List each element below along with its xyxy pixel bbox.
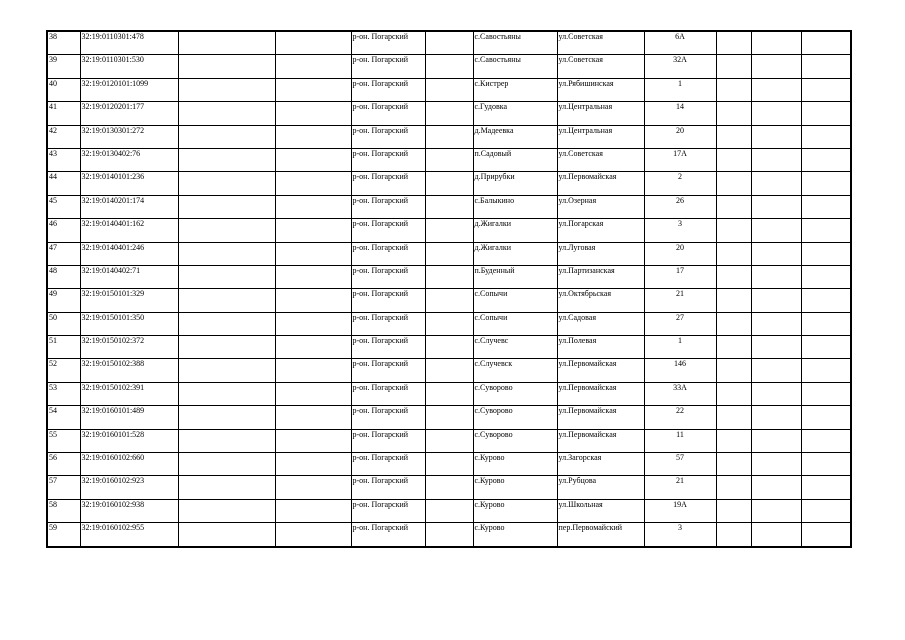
empty-cell [751, 55, 801, 78]
row-number-cell: 44 [47, 172, 80, 195]
empty-cell [275, 476, 351, 499]
empty-cell [716, 125, 751, 148]
empty-cell [801, 499, 851, 522]
empty-cell [801, 336, 851, 359]
empty-cell [425, 289, 473, 312]
house-number-cell: 32А [644, 55, 716, 78]
house-number-cell: 33А [644, 382, 716, 405]
empty-cell [425, 102, 473, 125]
empty-cell [178, 219, 275, 242]
empty-cell [275, 102, 351, 125]
locality-cell: с.Суворово [473, 406, 557, 429]
row-number-cell: 58 [47, 499, 80, 522]
empty-cell [751, 499, 801, 522]
empty-cell [275, 78, 351, 101]
row-number-cell: 47 [47, 242, 80, 265]
registry-body [47, 31, 851, 547]
empty-cell [716, 78, 751, 101]
locality-cell: с.Случевс [473, 336, 557, 359]
empty-cell [425, 359, 473, 382]
empty-cell [716, 476, 751, 499]
table-row [47, 359, 851, 382]
street-cell: ул.Центральная [557, 102, 644, 125]
empty-cell [275, 55, 351, 78]
table-row [47, 265, 851, 288]
empty-cell [751, 476, 801, 499]
empty-cell [751, 359, 801, 382]
row-number-cell: 38 [47, 31, 80, 55]
row-number-cell: 43 [47, 148, 80, 171]
street-cell: ул.Советская [557, 31, 644, 55]
empty-cell [801, 31, 851, 55]
empty-cell [801, 219, 851, 242]
empty-cell [275, 499, 351, 522]
empty-cell [751, 219, 801, 242]
empty-cell [801, 382, 851, 405]
empty-cell [178, 31, 275, 55]
empty-cell [275, 31, 351, 55]
cadastral-number-cell: 32:19:0150102:388 [80, 359, 178, 382]
empty-cell [275, 195, 351, 218]
cadastral-number-cell: 32:19:0110301:530 [80, 55, 178, 78]
house-number-cell: 17 [644, 265, 716, 288]
empty-cell [275, 265, 351, 288]
empty-cell [275, 148, 351, 171]
empty-cell [275, 453, 351, 476]
empty-cell [716, 31, 751, 55]
district-cell: р-он. Погарский [351, 336, 425, 359]
table-row [47, 429, 851, 452]
street-cell: ул.Рябишинская [557, 78, 644, 101]
empty-cell [801, 476, 851, 499]
empty-cell [275, 219, 351, 242]
house-number-cell: 20 [644, 125, 716, 148]
empty-cell [178, 359, 275, 382]
locality-cell: с.Кистрер [473, 78, 557, 101]
empty-cell [801, 102, 851, 125]
house-number-cell: 17А [644, 148, 716, 171]
empty-cell [751, 336, 801, 359]
street-cell: ул.Центральная [557, 125, 644, 148]
empty-cell [425, 172, 473, 195]
locality-cell: с.Курово [473, 523, 557, 547]
row-number-cell: 49 [47, 289, 80, 312]
empty-cell [751, 523, 801, 547]
street-cell: ул.Погарская [557, 219, 644, 242]
empty-cell [751, 242, 801, 265]
empty-cell [716, 429, 751, 452]
house-number-cell: 21 [644, 289, 716, 312]
row-number-cell: 48 [47, 265, 80, 288]
row-number-cell: 50 [47, 312, 80, 335]
house-number-cell: 1 [644, 336, 716, 359]
district-cell: р-он. Погарский [351, 242, 425, 265]
table-row [47, 102, 851, 125]
district-cell: р-он. Погарский [351, 289, 425, 312]
district-cell: р-он. Погарский [351, 312, 425, 335]
empty-cell [178, 78, 275, 101]
empty-cell [178, 195, 275, 218]
house-number-cell: 3 [644, 523, 716, 547]
empty-cell [751, 102, 801, 125]
property-registry-table [46, 30, 852, 548]
empty-cell [716, 265, 751, 288]
district-cell: р-он. Погарский [351, 406, 425, 429]
district-cell: р-он. Погарский [351, 125, 425, 148]
row-number-cell: 39 [47, 55, 80, 78]
empty-cell [801, 359, 851, 382]
empty-cell [178, 406, 275, 429]
empty-cell [801, 523, 851, 547]
locality-cell: д.Жигалки [473, 242, 557, 265]
table-row [47, 31, 851, 55]
empty-cell [178, 523, 275, 547]
row-number-cell: 59 [47, 523, 80, 547]
empty-cell [716, 102, 751, 125]
empty-cell [751, 429, 801, 452]
locality-cell: с.Курово [473, 499, 557, 522]
empty-cell [425, 406, 473, 429]
empty-cell [178, 429, 275, 452]
empty-cell [275, 382, 351, 405]
cadastral-number-cell: 32:19:0130301:272 [80, 125, 178, 148]
empty-cell [275, 336, 351, 359]
empty-cell [716, 172, 751, 195]
house-number-cell: 2 [644, 172, 716, 195]
empty-cell [178, 125, 275, 148]
row-number-cell: 56 [47, 453, 80, 476]
empty-cell [751, 78, 801, 101]
table-row [47, 476, 851, 499]
cadastral-number-cell: 32:19:0120101:1099 [80, 78, 178, 101]
empty-cell [275, 359, 351, 382]
empty-cell [716, 289, 751, 312]
empty-cell [178, 499, 275, 522]
house-number-cell: 1 [644, 78, 716, 101]
row-number-cell: 41 [47, 102, 80, 125]
empty-cell [178, 476, 275, 499]
empty-cell [801, 312, 851, 335]
district-cell: р-он. Погарский [351, 265, 425, 288]
empty-cell [716, 312, 751, 335]
table-row [47, 242, 851, 265]
locality-cell: д.Прирубки [473, 172, 557, 195]
empty-cell [178, 265, 275, 288]
street-cell: ул.Октябрьская [557, 289, 644, 312]
empty-cell [178, 148, 275, 171]
house-number-cell: 6А [644, 31, 716, 55]
empty-cell [716, 453, 751, 476]
empty-cell [716, 148, 751, 171]
empty-cell [751, 312, 801, 335]
street-cell: ул.Первомайская [557, 382, 644, 405]
cadastral-number-cell: 32:19:0160102:923 [80, 476, 178, 499]
empty-cell [801, 453, 851, 476]
table-row [47, 172, 851, 195]
street-cell: ул.Советская [557, 55, 644, 78]
empty-cell [425, 429, 473, 452]
empty-cell [751, 382, 801, 405]
cadastral-number-cell: 32:19:0120201:177 [80, 102, 178, 125]
locality-cell: с.Сопычи [473, 289, 557, 312]
empty-cell [178, 242, 275, 265]
empty-cell [751, 31, 801, 55]
empty-cell [716, 195, 751, 218]
empty-cell [751, 265, 801, 288]
empty-cell [425, 55, 473, 78]
empty-cell [275, 289, 351, 312]
district-cell: р-он. Погарский [351, 219, 425, 242]
house-number-cell: 57 [644, 453, 716, 476]
table-row [47, 125, 851, 148]
district-cell: р-он. Погарский [351, 148, 425, 171]
cadastral-number-cell: 32:19:0160102:955 [80, 523, 178, 547]
table-row [47, 312, 851, 335]
empty-cell [801, 289, 851, 312]
cadastral-number-cell: 32:19:0150102:372 [80, 336, 178, 359]
cadastral-number-cell: 32:19:0160101:528 [80, 429, 178, 452]
district-cell: р-он. Погарский [351, 453, 425, 476]
cadastral-number-cell: 32:19:0150101:329 [80, 289, 178, 312]
row-number-cell: 54 [47, 406, 80, 429]
district-cell: р-он. Погарский [351, 55, 425, 78]
street-cell: ул.Луговая [557, 242, 644, 265]
empty-cell [425, 125, 473, 148]
empty-cell [275, 312, 351, 335]
locality-cell: с.Суворово [473, 429, 557, 452]
empty-cell [751, 453, 801, 476]
locality-cell: с.Случевск [473, 359, 557, 382]
empty-cell [178, 382, 275, 405]
locality-cell: с.Курово [473, 476, 557, 499]
empty-cell [801, 125, 851, 148]
row-number-cell: 46 [47, 219, 80, 242]
table-row [47, 406, 851, 429]
district-cell: р-он. Погарский [351, 523, 425, 547]
cadastral-number-cell: 32:19:0150101:350 [80, 312, 178, 335]
empty-cell [178, 55, 275, 78]
street-cell: ул.Школьная [557, 499, 644, 522]
empty-cell [178, 312, 275, 335]
empty-cell [425, 242, 473, 265]
street-cell: ул.Первомайская [557, 172, 644, 195]
locality-cell: с.Гудовка [473, 102, 557, 125]
empty-cell [751, 172, 801, 195]
cadastral-number-cell: 32:19:0160102:660 [80, 453, 178, 476]
empty-cell [716, 523, 751, 547]
district-cell: р-он. Погарский [351, 429, 425, 452]
empty-cell [425, 382, 473, 405]
house-number-cell: 22 [644, 406, 716, 429]
street-cell: пер.Первомайский [557, 523, 644, 547]
empty-cell [275, 429, 351, 452]
empty-cell [178, 289, 275, 312]
cadastral-number-cell: 32:19:0140402:71 [80, 265, 178, 288]
row-number-cell: 42 [47, 125, 80, 148]
row-number-cell: 57 [47, 476, 80, 499]
empty-cell [751, 148, 801, 171]
empty-cell [751, 406, 801, 429]
street-cell: ул.Партизанская [557, 265, 644, 288]
house-number-cell: 11 [644, 429, 716, 452]
table-row [47, 453, 851, 476]
locality-cell: с.Курово [473, 453, 557, 476]
table-row [47, 195, 851, 218]
district-cell: р-он. Погарский [351, 476, 425, 499]
empty-cell [801, 429, 851, 452]
empty-cell [716, 336, 751, 359]
empty-cell [178, 453, 275, 476]
table-row [47, 78, 851, 101]
district-cell: р-он. Погарский [351, 499, 425, 522]
empty-cell [801, 55, 851, 78]
empty-cell [751, 125, 801, 148]
house-number-cell: 3 [644, 219, 716, 242]
empty-cell [178, 172, 275, 195]
empty-cell [425, 336, 473, 359]
empty-cell [425, 523, 473, 547]
locality-cell: д.Мадеевка [473, 125, 557, 148]
empty-cell [275, 242, 351, 265]
cadastral-number-cell: 32:19:0150102:391 [80, 382, 178, 405]
row-number-cell: 40 [47, 78, 80, 101]
street-cell: ул.Первомайская [557, 359, 644, 382]
table-row [47, 499, 851, 522]
row-number-cell: 45 [47, 195, 80, 218]
empty-cell [425, 195, 473, 218]
district-cell: р-он. Погарский [351, 382, 425, 405]
empty-cell [716, 359, 751, 382]
house-number-cell: 27 [644, 312, 716, 335]
table-row [47, 336, 851, 359]
street-cell: ул.Первомайская [557, 429, 644, 452]
empty-cell [275, 125, 351, 148]
empty-cell [801, 148, 851, 171]
empty-cell [716, 219, 751, 242]
district-cell: р-он. Погарский [351, 31, 425, 55]
empty-cell [801, 265, 851, 288]
street-cell: ул.Загорская [557, 453, 644, 476]
house-number-cell: 146 [644, 359, 716, 382]
street-cell: ул.Советская [557, 148, 644, 171]
table-row [47, 289, 851, 312]
empty-cell [801, 242, 851, 265]
empty-cell [716, 382, 751, 405]
empty-cell [425, 499, 473, 522]
empty-cell [275, 406, 351, 429]
empty-cell [801, 172, 851, 195]
locality-cell: с.Сопычи [473, 312, 557, 335]
row-number-cell: 52 [47, 359, 80, 382]
empty-cell [801, 195, 851, 218]
empty-cell [716, 406, 751, 429]
empty-cell [275, 523, 351, 547]
empty-cell [716, 242, 751, 265]
empty-cell [425, 476, 473, 499]
empty-cell [425, 219, 473, 242]
table-row [47, 382, 851, 405]
empty-cell [716, 499, 751, 522]
street-cell: ул.Первомайская [557, 406, 644, 429]
district-cell: р-он. Погарский [351, 172, 425, 195]
street-cell: ул.Рубцова [557, 476, 644, 499]
empty-cell [425, 312, 473, 335]
street-cell: ул.Озерная [557, 195, 644, 218]
cadastral-number-cell: 32:19:0140201:174 [80, 195, 178, 218]
row-number-cell: 51 [47, 336, 80, 359]
house-number-cell: 26 [644, 195, 716, 218]
row-number-cell: 55 [47, 429, 80, 452]
empty-cell [751, 195, 801, 218]
cadastral-number-cell: 32:19:0110301:478 [80, 31, 178, 55]
locality-cell: с.Суворово [473, 382, 557, 405]
district-cell: р-он. Погарский [351, 195, 425, 218]
district-cell: р-он. Погарский [351, 102, 425, 125]
table-row [47, 219, 851, 242]
locality-cell: д.Жигалки [473, 219, 557, 242]
cadastral-number-cell: 32:19:0160102:938 [80, 499, 178, 522]
empty-cell [425, 31, 473, 55]
house-number-cell: 20 [644, 242, 716, 265]
empty-cell [801, 78, 851, 101]
locality-cell: с.Балыкино [473, 195, 557, 218]
empty-cell [425, 78, 473, 101]
empty-cell [716, 55, 751, 78]
street-cell: ул.Садовая [557, 312, 644, 335]
table-row [47, 148, 851, 171]
locality-cell: с.Савостьяны [473, 31, 557, 55]
cadastral-number-cell: 32:19:0160101:489 [80, 406, 178, 429]
street-cell: ул.Полевая [557, 336, 644, 359]
table-row [47, 523, 851, 547]
district-cell: р-он. Погарский [351, 78, 425, 101]
empty-cell [425, 453, 473, 476]
cadastral-number-cell: 32:19:0130402:76 [80, 148, 178, 171]
house-number-cell: 19А [644, 499, 716, 522]
empty-cell [178, 102, 275, 125]
empty-cell [751, 289, 801, 312]
empty-cell [178, 336, 275, 359]
locality-cell: п.Буденный [473, 265, 557, 288]
table-row [47, 55, 851, 78]
empty-cell [425, 265, 473, 288]
empty-cell [801, 406, 851, 429]
district-cell: р-он. Погарский [351, 359, 425, 382]
locality-cell: п.Садовый [473, 148, 557, 171]
empty-cell [275, 172, 351, 195]
house-number-cell: 21 [644, 476, 716, 499]
cadastral-number-cell: 32:19:0140401:246 [80, 242, 178, 265]
empty-cell [425, 148, 473, 171]
row-number-cell: 53 [47, 382, 80, 405]
cadastral-number-cell: 32:19:0140401:162 [80, 219, 178, 242]
locality-cell: с.Савостьяны [473, 55, 557, 78]
house-number-cell: 14 [644, 102, 716, 125]
cadastral-number-cell: 32:19:0140101:236 [80, 172, 178, 195]
